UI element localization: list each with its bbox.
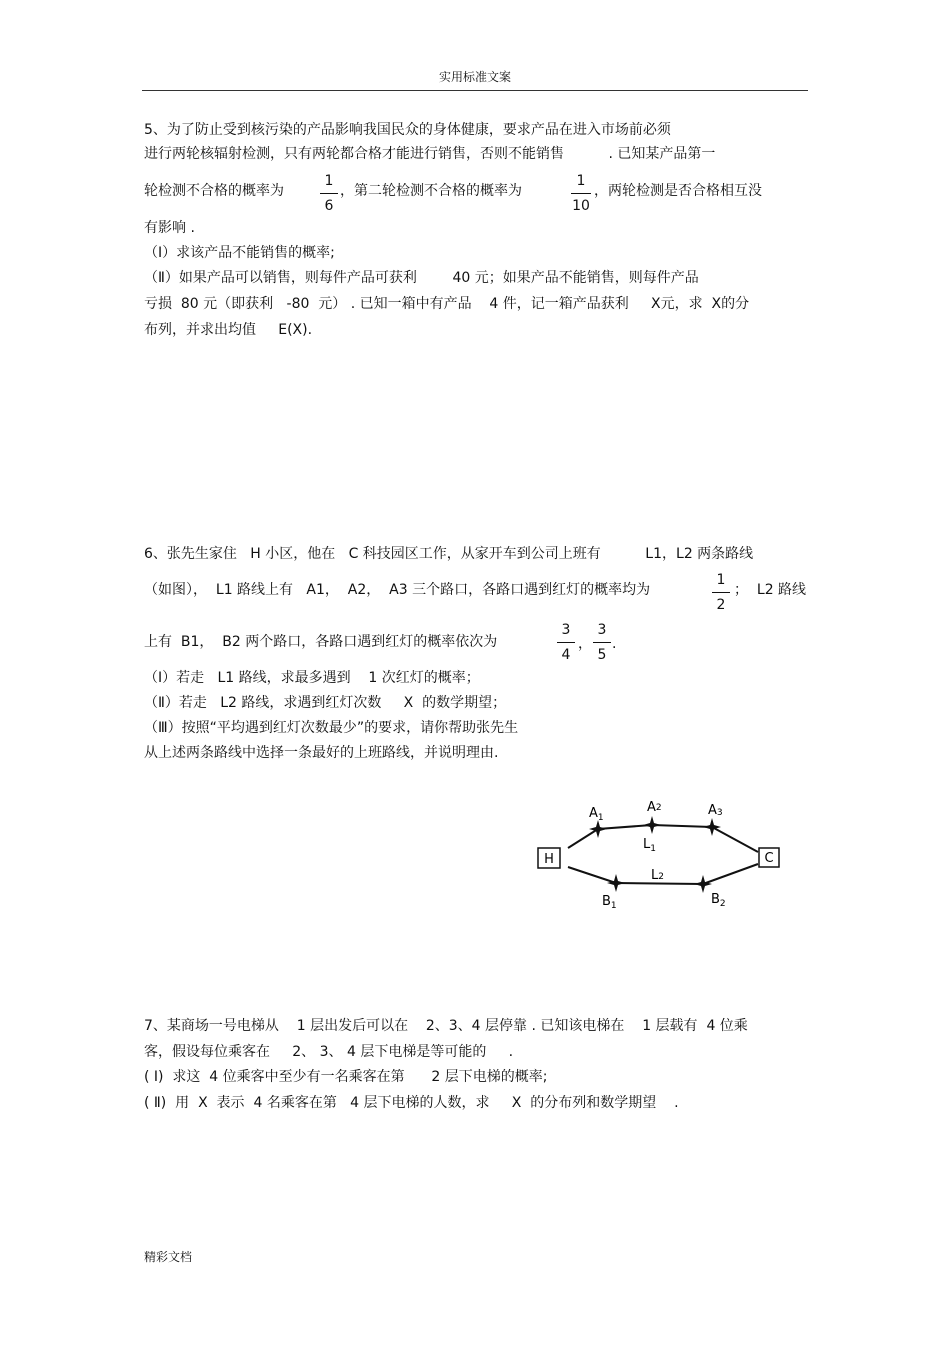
q5-line3b: ，第二轮检测不合格的概率为 xyxy=(340,183,522,199)
q7-part2: ( Ⅱ) 用 X 表示 4 名乘客在第 4 层下电梯的人数，求 X 的分布列和数学期望 . xyxy=(144,1095,679,1111)
q5-frac1-num: 1 xyxy=(324,173,334,189)
q6-frac3-den: 5 xyxy=(597,647,607,663)
q5-fraction-second xyxy=(568,171,594,216)
fraction-bar xyxy=(712,592,730,593)
label-a3-letter: A xyxy=(708,803,717,818)
home-label: H xyxy=(544,852,554,867)
header-rule xyxy=(142,90,808,91)
road-b2-c xyxy=(703,864,758,884)
q5-line3a: 轮检测不合格的概率为 xyxy=(144,183,284,199)
label-b2-letter: B xyxy=(711,892,720,907)
q6-period: . xyxy=(612,636,617,652)
q7-line1: 7、某商场一号电梯从 1 层出发后可以在 2、3、4 层停靠 . 已知该电梯在 1 层载有 4 位乘 xyxy=(144,1018,748,1034)
q5-part2a: （Ⅱ）如果产品可以销售，则每件产品可获利 40 元；如果产品不能销售，则每件产品 xyxy=(144,270,699,286)
q5-line4: 有影响 . xyxy=(144,220,195,236)
q6-part4: 从上述两条路线中选择一条最好的上班路线，并说明理由. xyxy=(144,745,499,761)
page-header: 实用标准文案 xyxy=(438,70,511,84)
road-h-b1 xyxy=(568,867,616,883)
q7-part1: ( Ⅰ) 求这 4 位乘客中至少有一名乘客在第 2 层下电梯的概率; xyxy=(144,1069,548,1085)
q5-part2b: 亏损 80 元（即获利 -80 元） . 已知一箱中有产品 4 件，记一箱产品获利 X元，求 X的分 xyxy=(144,296,750,312)
q6-line2a: （如图）， L1 路线上有 A1， A2， A3 三个路口，各路口遇到红灯的概率均为 xyxy=(144,582,651,598)
page-footer: 精彩文档 xyxy=(144,1250,193,1264)
label-l2-sub: 2 xyxy=(658,872,664,882)
label-b1 xyxy=(602,894,617,911)
label-a2 xyxy=(647,800,662,815)
intersection-a2-icon xyxy=(643,816,661,834)
label-a3-sub: 3 xyxy=(716,808,723,818)
intersection-b2-icon xyxy=(694,875,712,893)
intersection-a3-icon xyxy=(703,818,721,836)
fraction-bar xyxy=(320,193,338,194)
road-b1-b2 xyxy=(616,883,703,884)
q5-line3c: ，两轮检测是否合格相互没 xyxy=(594,183,762,199)
q6-frac1-den: 2 xyxy=(716,597,726,613)
label-l1-sub: 1 xyxy=(650,844,656,854)
q6-frac2-den: 4 xyxy=(561,647,571,663)
intersection-b1-icon xyxy=(607,874,625,892)
q5-frac2-num: 1 xyxy=(576,173,586,189)
fraction-bar xyxy=(557,642,575,643)
label-b2 xyxy=(711,892,726,909)
q5-part2c: 布列，并求出均值 E(X). xyxy=(144,322,313,338)
q6-part2: （Ⅱ）若走 L2 路线，求遇到红灯次数 X 的数学期望； xyxy=(144,695,507,711)
road-a1-a2 xyxy=(598,825,652,829)
q5-frac2-den: 10 xyxy=(572,198,590,214)
road-a3-c xyxy=(712,827,758,852)
q6-line2b: ； L2 路线 xyxy=(734,582,807,598)
label-l1 xyxy=(643,837,656,854)
label-a1-letter: A xyxy=(589,806,598,821)
label-a1-sub: 1 xyxy=(597,813,604,823)
q5-frac1-den: 6 xyxy=(324,198,334,214)
q5-part1: （Ⅰ）求该产品不能销售的概率; xyxy=(144,245,335,261)
label-a1 xyxy=(589,806,604,823)
q6-line3a: 上有 B1， B2 两个路口，各路口遇到红灯的概率依次为 xyxy=(144,634,498,650)
label-b1-letter: B xyxy=(602,894,611,909)
q6-fraction-l1 xyxy=(709,570,733,615)
label-a3 xyxy=(708,803,723,818)
road-a2-a3 xyxy=(652,825,712,827)
q6-frac3-num: 3 xyxy=(597,622,607,638)
fraction-bar xyxy=(571,193,591,194)
label-l2-letter: L xyxy=(651,868,659,883)
q6-fraction-b1 xyxy=(554,620,578,665)
q6-part1: （Ⅰ）若走 L1 路线，求最多遇到 1 次红灯的概率； xyxy=(144,670,480,686)
q5-line1: 5、为了防止受到核污染的产品影响我国民众的身体健康，要求产品在进入市场前必须 xyxy=(144,122,671,138)
q6-frac2-num: 3 xyxy=(561,622,571,638)
road-h-a1 xyxy=(568,829,598,848)
q6-frac1-num: 1 xyxy=(716,572,726,588)
label-b1-sub: 1 xyxy=(610,901,617,911)
label-b2-sub: 2 xyxy=(719,899,726,909)
q6-line1: 6、张先生家住 H 小区，他在 C 科技园区工作，从家开车到公司上班有 L1，L2 两条路线 xyxy=(144,546,754,562)
label-l2 xyxy=(651,868,664,883)
q6-fraction-separator: ， xyxy=(578,636,592,652)
fraction-bar xyxy=(593,642,611,643)
q6-part3: （Ⅲ）按照“平均遇到红灯次数最少”的要求，请你帮助张先生 xyxy=(144,720,519,736)
route-diagram xyxy=(530,790,790,915)
q5-line2: 进行两轮核辐射检测，只有两轮都合格才能进行销售，否则不能销售 . 已知某产品第一 xyxy=(144,146,716,162)
company-label: C xyxy=(764,851,774,866)
q5-fraction-first xyxy=(317,171,341,216)
q6-fraction-b2 xyxy=(590,620,617,665)
label-a2-letter: A xyxy=(647,800,656,815)
label-l1-letter: L xyxy=(643,837,651,852)
label-a2-sub: 2 xyxy=(655,803,662,813)
q7-line2: 客，假设每位乘客在 2、 3、 4 层下电梯是等可能的 . xyxy=(144,1044,514,1060)
